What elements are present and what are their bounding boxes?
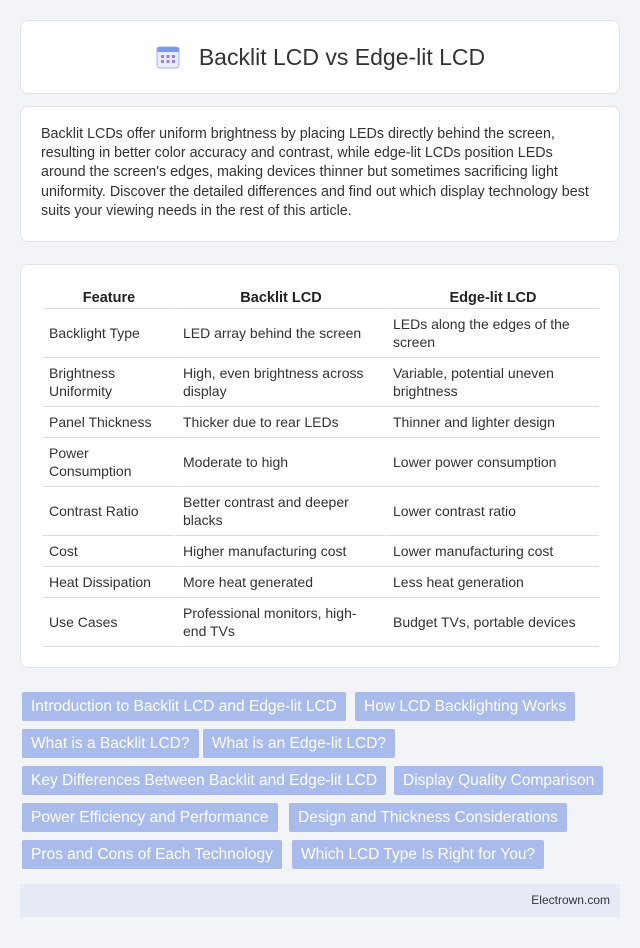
table-row — [43, 567, 599, 598]
column-header-backlit: Backlit LCD — [175, 285, 385, 309]
table-cell: Panel Thickness — [43, 407, 175, 438]
table-cell: More heat generated — [175, 567, 385, 598]
tag-what-is-edgelit[interactable]: What is an Edge-lit LCD? — [203, 729, 395, 758]
table-cell: Power Consumption — [43, 438, 175, 487]
column-header-edgelit: Edge-lit LCD — [385, 285, 599, 309]
tag-power-efficiency[interactable]: Power Efficiency and Performance — [22, 803, 278, 832]
table-cell: Cost — [43, 536, 175, 567]
table-cell: Less heat generation — [385, 567, 599, 598]
table-cell: Heat Dissipation — [43, 567, 175, 598]
tag-pros-cons[interactable]: Pros and Cons of Each Technology — [22, 840, 282, 869]
header-card — [20, 20, 620, 94]
table-cell: Thinner and lighter design — [385, 407, 599, 438]
table-row — [43, 309, 599, 358]
comparison-table-card — [20, 264, 620, 668]
title-wrap — [155, 44, 485, 71]
tag-key-differences[interactable]: Key Differences Between Backlit and Edge-lit LCD — [22, 766, 386, 795]
table-header-row — [43, 285, 599, 309]
table-cell: Thicker due to rear LEDs — [175, 407, 385, 438]
table-row — [43, 598, 599, 647]
comparison-table — [43, 285, 599, 647]
table-row — [43, 438, 599, 487]
table-cell: Moderate to high — [175, 438, 385, 487]
table-row — [43, 358, 599, 407]
table-cell: LED array behind the screen — [175, 309, 385, 358]
tag-how-backlighting-works[interactable]: How LCD Backlighting Works — [355, 692, 575, 721]
table-cell: Better contrast and deeper blacks — [175, 487, 385, 536]
table-cell: High, even brightness across display — [175, 358, 385, 407]
footer-source[interactable]: Electrown.com — [531, 893, 610, 907]
tag-display-quality[interactable]: Display Quality Comparison — [394, 766, 603, 795]
intro-text: Backlit LCDs offer uniform brightness by placing LEDs directly behind the screen, resulting in better color accuracy and contrast, while edge-lit LCDs position LEDs around the screen's edges, making devices thinner but sometimes sacrificing light uniformity. Discover the detailed differences and find out which display technology best suits your viewing needs in the rest of this article. — [41, 126, 589, 219]
page-title: Backlit LCD vs Edge-lit LCD — [198, 43, 486, 70]
table-row — [43, 487, 599, 536]
table-cell: Higher manufacturing cost — [175, 536, 385, 567]
table-row — [43, 536, 599, 567]
table-cell: Contrast Ratio — [43, 487, 175, 536]
table-cell: Lower manufacturing cost — [385, 536, 599, 567]
column-header-feature: Feature — [43, 285, 175, 309]
grid-calendar-icon — [155, 44, 181, 70]
table-cell: Brightness Uniformity — [43, 358, 175, 407]
table-cell: Variable, potential uneven brightness — [385, 358, 599, 407]
table-cell: Budget TVs, portable devices — [385, 598, 599, 647]
table-row — [43, 407, 599, 438]
tag-intro[interactable]: Introduction to Backlit LCD and Edge-lit LCD — [22, 692, 346, 721]
footer — [20, 884, 620, 917]
table-cell: Lower contrast ratio — [385, 487, 599, 536]
tag-which-lcd[interactable]: Which LCD Type Is Right for You? — [292, 840, 544, 869]
tag-what-is-backlit[interactable]: What is a Backlit LCD? — [22, 729, 199, 758]
table-cell: Professional monitors, high-end TVs — [175, 598, 385, 647]
table-cell: LEDs along the edges of the screen — [385, 309, 599, 358]
table-cell: Lower power consumption — [385, 438, 599, 487]
table-cell: Use Cases — [43, 598, 175, 647]
table-cell: Backlight Type — [43, 309, 175, 358]
intro-card — [20, 106, 620, 242]
tag-design-thickness[interactable]: Design and Thickness Considerations — [289, 803, 567, 832]
